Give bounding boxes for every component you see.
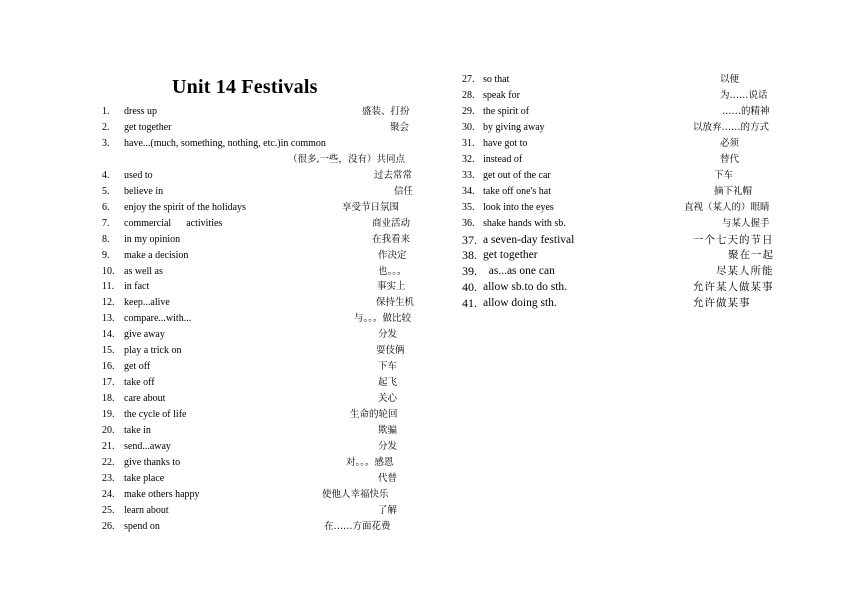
item-number: 30. (462, 121, 475, 133)
chinese-meaning: 以放弃……的方式 (693, 121, 770, 133)
vocab-item (462, 88, 792, 104)
item-number: 39. (462, 264, 477, 279)
english-phrase: believe in (124, 185, 164, 197)
item-number: 21. (102, 440, 115, 452)
english-phrase: take in (124, 425, 151, 436)
chinese-meaning: ……的精神 (722, 105, 770, 117)
english-phrase: enjoy the spirit of the holidays (124, 201, 246, 213)
page-title: Unit 14 Festivals (172, 76, 318, 98)
item-number: 36. (462, 217, 475, 229)
chinese-meaning: 与某人握手 (722, 217, 770, 229)
vocab-item (462, 295, 792, 311)
english-phrase: take off one's hat (483, 185, 551, 197)
chinese-meaning: 直视（某人的）眼睛 (684, 201, 770, 213)
chinese-meaning: 允许做某事 (693, 297, 751, 310)
english-phrase: care about (124, 393, 166, 405)
english-phrase: the cycle of life (124, 409, 187, 421)
chinese-meaning: 在我看来 (372, 233, 411, 245)
english-phrase: have got to (483, 137, 528, 149)
vocab-item (462, 279, 792, 295)
right-column (462, 72, 792, 322)
item-number: 24. (102, 488, 115, 500)
english-phrase: send...away (124, 440, 171, 452)
item-number: 4. (102, 169, 110, 181)
item-number: 20. (102, 425, 115, 436)
chinese-meaning: 尽某人所能 (716, 265, 774, 278)
chinese-meaning: 商业活动 (372, 217, 411, 229)
vocab-item (462, 104, 792, 120)
vocab-item (462, 216, 792, 232)
item-number: 15. (102, 345, 115, 357)
vocab-item (102, 200, 432, 216)
left-column (102, 104, 432, 540)
chinese-meaning: 作决定 (378, 249, 407, 261)
vocab-item (102, 216, 432, 232)
item-number: 13. (102, 313, 115, 325)
chinese-meaning: 使他人幸福快乐 (322, 488, 389, 500)
chinese-meaning: 起飞 (378, 377, 398, 389)
english-phrase: spend on (124, 520, 160, 532)
english-phrase: shake hands with sb. (483, 217, 566, 229)
chinese-meaning: 允许某人做某事 (693, 281, 774, 294)
item-number: 3. (102, 137, 110, 149)
english-phrase: allow sb.to do sth. (483, 281, 568, 294)
vocab-item (102, 519, 432, 535)
item-number: 32. (462, 153, 475, 165)
vocab-item (462, 120, 792, 136)
vocab-item (102, 136, 432, 152)
vocab-item (102, 120, 432, 136)
english-phrase: take off (124, 377, 155, 389)
item-number: 27. (462, 74, 475, 85)
item-number: 41. (462, 296, 477, 311)
vocab-item (102, 455, 432, 471)
vocab-item (102, 423, 432, 439)
chinese-meaning: 替代 (720, 153, 740, 165)
english-phrase: speak for (483, 89, 520, 101)
item-number: 1. (102, 106, 110, 117)
vocab-item (102, 439, 432, 455)
chinese-meaning: 聚在一起 (728, 249, 774, 262)
chinese-meaning: 耍伎俩 (376, 345, 405, 357)
english-phrase: play a trick on (124, 345, 182, 357)
item-number: 40. (462, 280, 477, 295)
chinese-meaning: 信任 (394, 185, 414, 197)
vocab-item (102, 264, 432, 280)
vocab-item (462, 152, 792, 168)
english-phrase: make a decision (124, 249, 189, 261)
item-number: 33. (462, 169, 475, 181)
english-phrase: commercial activities (124, 217, 223, 229)
vocab-item (462, 263, 792, 279)
item-number: 26. (102, 520, 115, 532)
english-phrase: compare...with... (124, 313, 192, 325)
vocab-item (102, 168, 432, 184)
vocab-item (102, 407, 432, 423)
chinese-meaning: 下车 (378, 361, 398, 373)
item-number: 25. (102, 504, 115, 516)
chinese-meaning: 事实上 (377, 281, 406, 293)
item-number: 5. (102, 185, 110, 197)
vocab-item (102, 152, 432, 168)
item-number: 29. (462, 105, 475, 117)
vocab-item (102, 232, 432, 248)
english-phrase: instead of (483, 153, 523, 165)
chinese-meaning: 生命的轮回 (350, 409, 398, 421)
chinese-meaning: 欺骗 (378, 425, 398, 436)
item-number: 34. (462, 185, 475, 197)
chinese-meaning: 在……方面花费 (324, 520, 391, 532)
vocab-item (102, 104, 432, 120)
item-number: 23. (102, 472, 115, 484)
item-number: 16. (102, 361, 115, 373)
english-phrase: learn about (124, 504, 169, 516)
english-phrase: give away (124, 329, 165, 341)
english-phrase: in my opinion (124, 233, 181, 245)
chinese-meaning: 分发 (378, 329, 398, 341)
vocab-item (462, 184, 792, 200)
english-phrase: make others happy (124, 488, 200, 500)
chinese-meaning: 必须 (720, 137, 740, 149)
chinese-meaning: 为……说话 (720, 89, 768, 101)
vocab-item (102, 503, 432, 519)
english-phrase: get together (483, 249, 538, 262)
chinese-meaning: 与。。。做比较 (354, 313, 412, 325)
chinese-meaning: 了解 (378, 504, 398, 516)
english-phrase: in fact (124, 281, 150, 293)
vocab-item (102, 391, 432, 407)
item-number: 28. (462, 89, 475, 101)
vocab-item (102, 375, 432, 391)
vocab-item (102, 359, 432, 375)
english-phrase: look into the eyes (483, 201, 554, 213)
chinese-meaning: 一个七天的节日 (693, 233, 774, 246)
vocab-item (102, 311, 432, 327)
vocab-item (462, 232, 792, 248)
english-phrase: a seven-day festival (483, 233, 575, 246)
item-number: 22. (102, 456, 115, 468)
vocab-item (462, 247, 792, 263)
vocab-item (462, 168, 792, 184)
vocab-item (462, 136, 792, 152)
item-number: 38. (462, 248, 477, 263)
vocab-item (102, 487, 432, 503)
vocab-item (102, 279, 432, 295)
item-number: 8. (102, 233, 110, 245)
item-number: 12. (102, 297, 115, 309)
vocab-item (102, 295, 432, 311)
english-phrase: the spirit of (483, 105, 530, 117)
item-number: 10. (102, 265, 115, 277)
english-phrase: used to (124, 169, 153, 181)
item-number: 7. (102, 217, 110, 229)
english-phrase: as well as (124, 265, 163, 277)
english-phrase: get together (124, 121, 172, 133)
chinese-meaning: 聚会 (390, 121, 410, 133)
vocab-item (102, 327, 432, 343)
item-number: 18. (102, 393, 115, 405)
chinese-meaning: 过去常常 (374, 169, 413, 181)
chinese-meaning: 关心 (378, 393, 398, 405)
english-phrase: have...(much, something, nothing, etc.)in common (124, 137, 326, 149)
english-phrase: so that (483, 74, 510, 85)
chinese-meaning: 下车 (714, 169, 734, 181)
vocab-item (462, 72, 792, 88)
chinese-meaning: 保持生机 (376, 297, 415, 309)
english-phrase: as...as one can (483, 265, 555, 278)
item-number: 37. (462, 232, 477, 247)
english-phrase: dress up (124, 106, 158, 117)
chinese-meaning: 摘下礼帽 (714, 185, 753, 197)
item-number: 35. (462, 201, 475, 213)
english-phrase: allow doing sth. (483, 297, 557, 310)
chinese-meaning: 也。。。 (378, 265, 407, 277)
item-number: 11. (102, 281, 115, 293)
vocab-item (102, 248, 432, 264)
vocab-item (102, 471, 432, 487)
english-phrase: by giving away (483, 121, 545, 133)
english-phrase: give thanks to (124, 456, 181, 468)
english-phrase: keep...alive (124, 297, 170, 309)
vocab-item (102, 343, 432, 359)
english-phrase: get off (124, 361, 151, 373)
vocab-item (102, 184, 432, 200)
chinese-meaning: 代替 (378, 472, 398, 484)
vocab-item (462, 200, 792, 216)
item-number: 31. (462, 137, 475, 149)
item-number: 2. (102, 121, 110, 133)
chinese-meaning: 以便 (720, 74, 740, 85)
chinese-meaning: 分发 (378, 440, 398, 452)
chinese-meaning: 对。。。感恩 (346, 456, 394, 468)
item-number: 9. (102, 249, 110, 261)
item-number: 17. (102, 377, 115, 389)
item-number: 19. (102, 409, 115, 421)
item-number: 14. (102, 329, 115, 341)
item-number: 6. (102, 201, 110, 213)
chinese-meaning: 享受节日氛围 (342, 201, 400, 213)
english-phrase: take place (124, 472, 165, 484)
chinese-meaning: 盛装、打扮 (362, 106, 410, 117)
chinese-meaning: （很多,一些，没有）共同点 (288, 153, 406, 165)
english-phrase: get out of the car (483, 169, 551, 181)
